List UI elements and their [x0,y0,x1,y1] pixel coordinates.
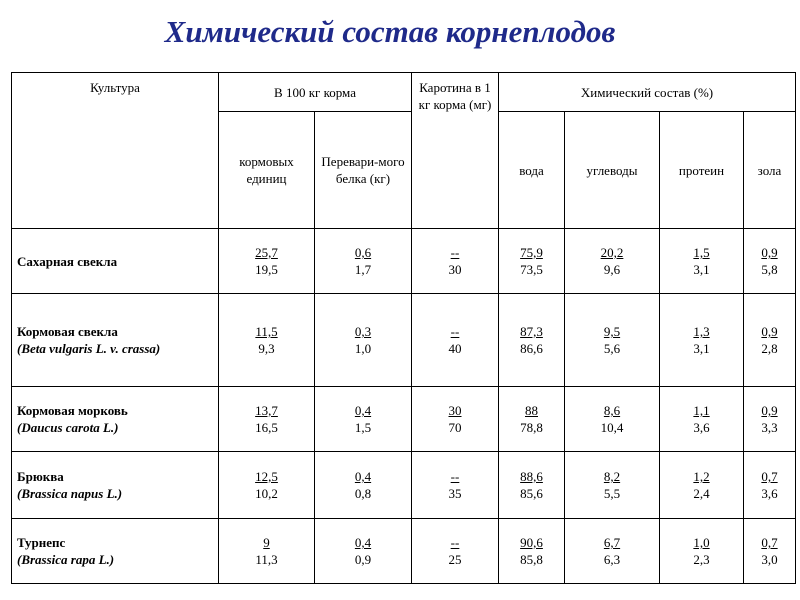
culture-name: Турнепс [17,535,66,550]
water-value-min: 87,3 [520,324,543,339]
water-cell [499,452,565,519]
carotene-cell [412,294,499,387]
header-water: вода [499,112,565,229]
digestible-protein-cell [315,387,412,452]
header-chemical-composition: Химический состав (%) [499,73,796,112]
carotene-cell [412,387,499,452]
protein-cell [660,229,744,294]
feed-units-value-max: 9,3 [258,341,275,356]
feed-units-value-max: 19,5 [255,262,278,277]
ash-cell [744,387,796,452]
culture-name: Кормовая свекла [17,324,118,339]
carbs-value-min: 6,7 [603,535,621,550]
header-feed-units: кормовых единиц [219,112,315,229]
header-per-100kg: В 100 кг корма [219,73,412,112]
feed-units-cell [219,452,315,519]
protein-value-min: 1,1 [693,403,710,418]
carbs-value-max: 5,6 [603,341,621,356]
digestible-protein-value-min: 0,6 [354,245,372,260]
water-value-max: 78,8 [520,420,543,435]
protein-cell [660,452,744,519]
feed-units-value-min: 9 [263,535,270,550]
digestible-protein-cell [315,452,412,519]
protein-value-min: 1,0 [693,535,710,550]
protein-value-max: 2,3 [693,552,710,567]
protein-value-max: 2,4 [693,486,710,501]
protein-value-min: 1,2 [693,469,710,484]
composition-table [11,72,796,584]
protein-value-min: 1,3 [693,324,710,339]
culture-latin-name: (Brassica napus L.) [17,486,123,501]
digestible-protein-value-min: 0,3 [354,324,372,339]
culture-latin-name: (Daucus carota L.) [17,420,119,435]
carbs-value-min: 8,6 [603,403,621,418]
feed-units-cell [219,519,315,584]
feed-units-value-max: 10,2 [255,486,278,501]
carbs-value-max: 5,5 [603,486,621,501]
header-carotene: Каротина в 1 кг корма (мг) [412,73,499,229]
digestible-protein-cell [315,229,412,294]
table-row [12,294,796,387]
digestible-protein-value-max: 0,8 [354,486,372,501]
carotene-value-max: 40 [448,341,462,356]
ash-value-max: 2,8 [761,341,778,356]
header-culture: Культура [12,73,219,229]
carbs-value-max: 6,3 [603,552,621,567]
digestible-protein-value-max: 1,0 [354,341,372,356]
feed-units-value-max: 16,5 [255,420,278,435]
carbs-value-min: 20,2 [600,245,624,260]
carbs-cell [565,452,660,519]
carotene-value-min: -- [450,469,460,484]
carbs-value-min: 8,2 [603,469,621,484]
digestible-protein-cell [315,519,412,584]
ash-value-min: 0,9 [761,324,778,339]
protein-value-max: 3,1 [693,341,710,356]
digestible-protein-cell [315,294,412,387]
header-row-1 [12,73,796,112]
protein-cell [660,387,744,452]
protein-value-min: 1,5 [693,245,710,260]
water-cell [499,294,565,387]
protein-cell [660,519,744,584]
ash-cell [744,519,796,584]
digestible-protein-value-max: 0,9 [354,552,372,567]
carotene-cell [412,519,499,584]
table-row [12,452,796,519]
carotene-value-min: 30 [448,403,462,418]
water-value-max: 85,6 [520,486,543,501]
carbs-value-max: 9,6 [603,262,621,277]
feed-units-value-min: 13,7 [255,403,278,418]
feed-units-cell [219,294,315,387]
ash-value-min: 0,7 [761,469,778,484]
carotene-cell [412,229,499,294]
carbs-cell [565,229,660,294]
carotene-value-max: 35 [448,486,462,501]
carotene-cell [412,452,499,519]
header-carbs: углеводы [565,112,660,229]
digestible-protein-value-max: 1,7 [354,262,372,277]
feed-units-cell [219,229,315,294]
header-digestible-protein: Перевари-мого белка (кг) [315,112,412,229]
ash-value-min: 0,9 [761,403,778,418]
protein-cell [660,294,744,387]
ash-value-max: 3,0 [761,552,778,567]
carbs-cell [565,294,660,387]
carbs-value-max: 10,4 [600,420,624,435]
ash-value-min: 0,9 [761,245,778,260]
culture-cell [12,294,219,387]
ash-value-max: 3,3 [761,420,778,435]
culture-cell [12,387,219,452]
table-row [12,519,796,584]
feed-units-value-max: 11,3 [255,552,278,567]
water-value-max: 86,6 [520,341,543,356]
water-value-max: 85,8 [520,552,543,567]
digestible-protein-value-min: 0,4 [354,403,372,418]
feed-units-value-min: 25,7 [255,245,278,260]
carotene-value-min: -- [450,324,460,339]
water-value-min: 88 [525,403,538,418]
table-row [12,229,796,294]
feed-units-cell [219,387,315,452]
culture-cell [12,519,219,584]
culture-name: Сахарная свекла [17,253,118,269]
ash-value-max: 5,8 [761,262,778,277]
ash-value-max: 3,6 [761,486,778,501]
carotene-value-max: 25 [448,552,462,567]
water-cell [499,387,565,452]
carbs-cell [565,519,660,584]
water-value-min: 75,9 [520,245,543,260]
digestible-protein-value-min: 0,4 [354,469,372,484]
carotene-value-min: -- [450,535,460,550]
culture-latin-name: (Brassica rapa L.) [17,552,115,567]
header-ash: зола [744,112,796,229]
carbs-value-min: 9,5 [603,324,621,339]
table-row [12,387,796,452]
protein-value-max: 3,1 [693,262,710,277]
water-value-max: 73,5 [520,262,543,277]
ash-cell [744,229,796,294]
carbs-cell [565,387,660,452]
page-title: Химический состав корнеплодов [164,14,616,49]
digestible-protein-value-min: 0,4 [354,535,372,550]
ash-cell [744,294,796,387]
ash-value-min: 0,7 [761,535,778,550]
header-protein: протеин [660,112,744,229]
water-value-min: 88,6 [520,469,543,484]
digestible-protein-value-max: 1,5 [354,420,372,435]
protein-value-max: 3,6 [693,420,710,435]
water-cell [499,229,565,294]
culture-name: Кормовая морковь [17,403,128,418]
culture-latin-name: (Beta vulgaris L. v. crassa) [17,341,161,356]
ash-cell [744,452,796,519]
feed-units-value-min: 11,5 [255,324,278,339]
carotene-value-max: 70 [448,420,462,435]
culture-name: Брюква [17,469,64,484]
water-value-min: 90,6 [520,535,543,550]
carotene-value-max: 30 [448,262,462,277]
culture-cell [12,452,219,519]
culture-cell [12,229,219,294]
carotene-value-min: -- [450,245,460,260]
feed-units-value-min: 12,5 [255,469,278,484]
water-cell [499,519,565,584]
